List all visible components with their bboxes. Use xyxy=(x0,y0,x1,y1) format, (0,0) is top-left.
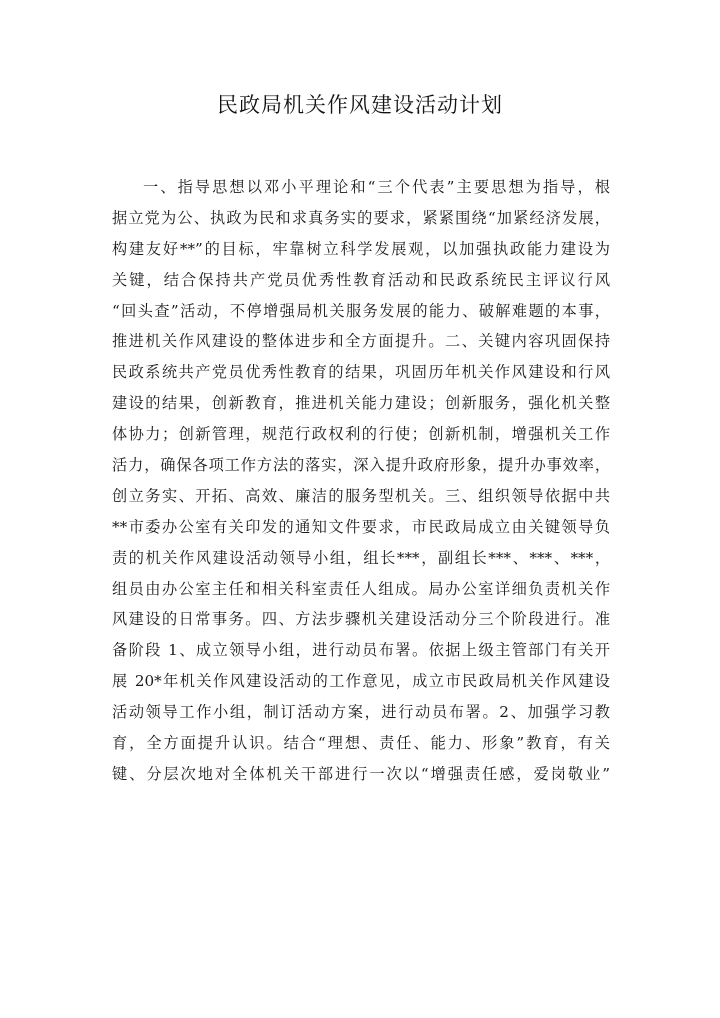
body-line: 体协力；创新管理，规范行政权利的行使；创新机制，增强机关工作 xyxy=(112,425,610,444)
body-line: 展 20*年机关作风建设活动的工作意见，成立市民政局机关作风建设 xyxy=(112,672,610,691)
document-title: 民政局机关作风建设活动计划 xyxy=(217,93,503,117)
body-line: 备阶段 1、成立领导小组，进行动员布署。依据上级主管部门有关开 xyxy=(112,641,610,660)
body-line: 民政系统共产党员优秀性教育的结果，巩固历年机关作风建设和行风 xyxy=(112,363,610,382)
body-line: 键、分层次地对全体机关干部进行一次以“增强责任感，爱岗敬业” xyxy=(112,764,610,783)
body-line: “回头查”活动，不停增强局机关服务发展的能力、破解难题的本事， xyxy=(112,301,610,320)
body-line: 活力，确保各项工作方法的落实，深入提升政府形象，提升办事效率， xyxy=(112,456,610,475)
body-line: 创立务实、开拓、高效、廉洁的服务型机关。三、组织领导依据中共 xyxy=(112,486,610,505)
body-line: 责的机关作风建设活动领导小组，组长***，副组长***、***、***， xyxy=(112,548,610,567)
body-line: 活动领导工作小组，制订活动方案，进行动员布署。2、加强学习教 xyxy=(112,703,610,722)
document-body xyxy=(112,172,610,790)
body-line: 关键，结合保持共产党员优秀性教育活动和民政系统民主评议行风 xyxy=(112,270,610,289)
body-line: 建设的结果，创新教育，推进机关能力建设；创新服务，强化机关整 xyxy=(112,394,610,413)
body-line: 风建设的日常事务。四、方法步骤机关建设活动分三个阶段进行。准 xyxy=(112,610,610,629)
body-line: **市委办公室有关印发的通知文件要求，市民政局成立由关键领导负 xyxy=(112,517,610,536)
body-line: 育，全方面提升认识。结合“理想、责任、能力、形象”教育，有关 xyxy=(112,734,610,753)
body-line: 据立党为公、执政为民和求真务实的要求，紧紧围绕“加紧经济发展， xyxy=(112,208,610,227)
body-line: 组员由办公室主任和相关科室责任人组成。局办公室详细负责机关作 xyxy=(112,579,610,598)
body-line: 推进机关作风建设的整体进步和全方面提升。二、关键内容巩固保持 xyxy=(112,332,610,351)
body-line: 构建友好**”的目标，牢靠树立科学发展观，以加强执政能力建设为 xyxy=(112,239,610,258)
body-line: 一、指导思想以邓小平理论和“三个代表”主要思想为指导，根 xyxy=(143,178,610,196)
